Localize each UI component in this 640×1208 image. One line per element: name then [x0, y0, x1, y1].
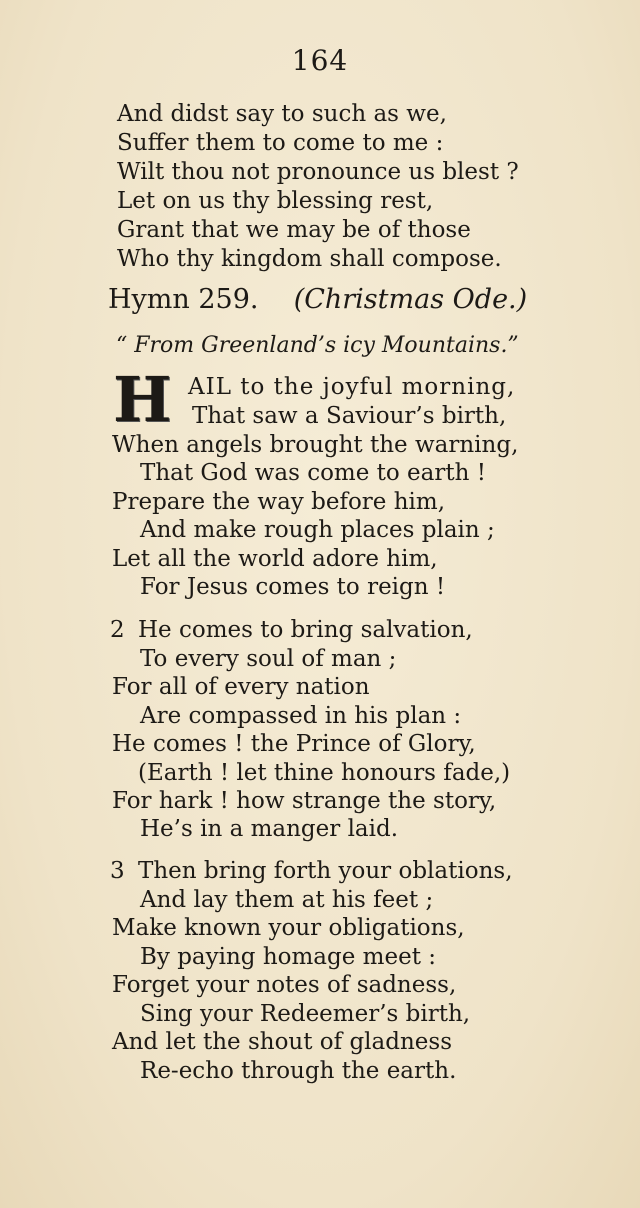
verse-line: (Earth ! let thine honours fade,)	[138, 760, 511, 786]
verse-line: Re-echo through the earth.	[140, 1058, 457, 1084]
prev-hymn-line: Suffer them to come to me :	[117, 130, 444, 156]
hymn-tune-note: “ From Greenland’s icy Mountains.”	[116, 333, 519, 358]
verse-line: When angels brought the warning,	[112, 432, 519, 458]
drop-cap: H	[113, 363, 172, 436]
verse-number: 2	[110, 617, 125, 643]
verse-line: Sing your Redeemer’s birth,	[140, 1001, 471, 1027]
verse-line: To every soul of man ;	[140, 646, 397, 672]
verse-1-line-1: AIL to the joyful morning,	[188, 374, 516, 400]
verse-line: Prepare the way before him,	[112, 489, 446, 515]
verse-line: He’s in a manger laid.	[140, 816, 399, 842]
prev-hymn-line: Who thy kingdom shall compose.	[117, 246, 502, 272]
verse-line: That God was come to earth !	[140, 460, 486, 486]
prev-hymn-line: Wilt thou not pronounce us blest ?	[117, 159, 519, 185]
prev-hymn-line: Let on us thy blessing rest,	[117, 188, 434, 214]
verse-line: He comes to bring salvation,	[138, 617, 473, 643]
hymn-occasion: (Christmas Ode.)	[293, 284, 528, 315]
verse-line: He comes ! the Prince of Glory,	[112, 731, 476, 757]
page-number: 164	[291, 44, 349, 77]
verse-line: Are compassed in his plan :	[140, 703, 462, 729]
verse-line: Forget your notes of sadness,	[112, 972, 457, 998]
prev-hymn-line: And didst say to such as we,	[117, 101, 447, 127]
verse-number: 3	[110, 858, 125, 884]
verse-line: And lay them at his feet ;	[140, 887, 434, 913]
verse-line: For Jesus comes to reign !	[140, 574, 446, 600]
verse-line: Make known your obligations,	[112, 915, 465, 941]
verse-line: And let the shout of gladness	[112, 1029, 453, 1055]
hymn-number: Hymn 259.	[108, 284, 259, 315]
verse-line: For hark ! how strange the story,	[112, 788, 497, 814]
verse-line: Let all the world adore him,	[112, 546, 438, 572]
verse-line: And make rough places plain ;	[140, 517, 495, 543]
verse-1-line-2: That saw a Saviour’s birth,	[192, 403, 507, 429]
verse-line: Then bring forth your oblations,	[138, 858, 513, 884]
verse-line: By paying homage meet :	[140, 944, 437, 970]
verse-line: For all of every nation	[112, 674, 370, 700]
prev-hymn-line: Grant that we may be of those	[117, 217, 471, 243]
hymn-title	[108, 284, 527, 316]
